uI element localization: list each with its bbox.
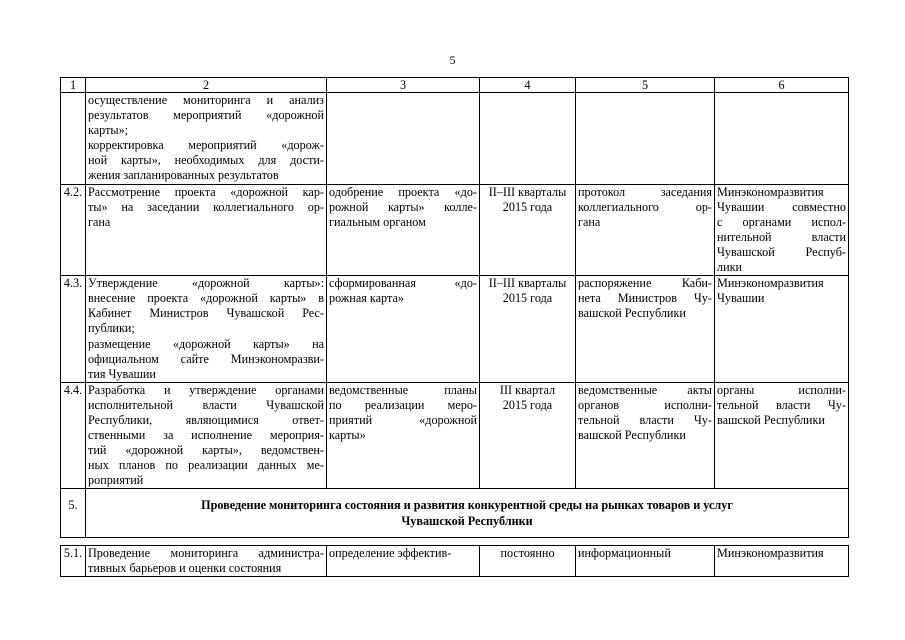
row-number: 5.1. — [61, 545, 86, 576]
column-header: 4 — [480, 78, 576, 93]
cell-line: корректировка мероприятий «дорож- — [88, 138, 324, 153]
cell-line: Республики, являющимися ответ- — [88, 412, 324, 427]
cell-line: тельной власти Чу- — [717, 397, 846, 412]
cell-line: рожной карты» колле- — [329, 199, 477, 214]
cell-line: рожная карта» — [329, 291, 404, 306]
deadline-cell — [480, 545, 576, 576]
page-number: 5 — [449, 53, 456, 67]
result-cell — [327, 382, 480, 489]
cell-line: сформированная «до- — [329, 276, 477, 291]
activity-cell — [86, 382, 327, 489]
cell-line: Кабинет Министров Чувашской Рес- — [88, 306, 324, 321]
cell-line: Чувашии — [717, 291, 765, 306]
cell-line: информационный — [578, 545, 671, 560]
responsible-cell — [715, 545, 849, 576]
cell-line: тия Чувашии — [88, 366, 156, 381]
cell-line: Рассмотрение проекта «дорожной кар- — [88, 184, 324, 199]
column-header: 1 — [61, 78, 86, 93]
row-number — [61, 93, 86, 185]
cell-line: Чувашской Респуб- — [717, 244, 846, 259]
cell-line: протокол заседания — [578, 184, 712, 199]
cell-line: 2015 года — [502, 397, 553, 412]
cell-line: определение эффектив- — [329, 545, 452, 560]
section-title-line: Чувашской Республики — [401, 513, 533, 528]
cell-line: результатов мероприятий «дорожной — [88, 108, 324, 123]
cell-line: внесение проекта «дорожной карты» в — [88, 291, 324, 306]
cell-line: роприятий — [88, 473, 144, 488]
section-row — [61, 489, 849, 537]
cell-line: вашской Республики — [717, 412, 825, 427]
cell-line: публики; — [88, 321, 135, 336]
cell-line: ных планов по реализации данных ме- — [88, 458, 324, 473]
cell-line: исполнительной власти Чувашской — [88, 397, 324, 412]
cell-line: Чувашии совместно — [717, 199, 846, 214]
cell-line: с органами испол- — [717, 214, 846, 229]
cell-line: Минэкономразвития — [717, 184, 824, 199]
cell-line: осуществление мониторинга и анализ — [88, 93, 324, 107]
cell-line: тивных барьеров и оценки состояния — [88, 560, 282, 575]
cell-line: карты» — [329, 428, 366, 443]
table-row — [61, 276, 849, 383]
cell-line: органы исполни- — [717, 382, 846, 397]
cell-line: приятий «дорожной — [329, 412, 477, 427]
cell-line: размещение «дорожной карты» на — [88, 336, 324, 351]
cell-line: коллегиального ор- — [578, 199, 712, 214]
responsible-cell — [715, 184, 849, 276]
spacer-row — [61, 537, 849, 545]
result-cell — [327, 545, 480, 576]
cell-line: нета Министров Чу- — [578, 291, 712, 306]
cell-line: вашской Республики — [578, 306, 686, 321]
table-row — [61, 545, 849, 576]
table-header-row — [61, 78, 849, 93]
cell-line: по реализации меро- — [329, 397, 477, 412]
measures-table — [60, 77, 849, 577]
section-title — [86, 489, 849, 537]
cell-line: 2015 года — [502, 291, 553, 306]
cell-line: II–III кварталы — [488, 276, 567, 291]
activity-cell — [86, 93, 327, 185]
spacer-cell — [61, 537, 849, 545]
column-header: 3 — [327, 78, 480, 93]
section-title-line: Проведение мониторинга состояния и развития конкурентной среды на рынках товаров и услуг — [201, 498, 733, 513]
document-cell — [576, 382, 715, 489]
cell-line: одобрение проекта «до- — [329, 184, 477, 199]
cell-line: II–III кварталы — [488, 184, 567, 199]
document-cell — [576, 93, 715, 185]
activity-cell — [86, 276, 327, 383]
result-cell — [327, 93, 480, 185]
cell-line: Разработка и утверждение органами — [88, 382, 324, 397]
document-cell — [576, 545, 715, 576]
column-header: 6 — [715, 78, 849, 93]
cell-line: Утверждение «дорожной карты»: — [88, 276, 324, 291]
cell-line: лики — [717, 260, 743, 275]
table-row — [61, 382, 849, 489]
responsible-cell — [715, 276, 849, 383]
result-cell — [327, 184, 480, 276]
column-header: 2 — [86, 78, 327, 93]
column-header: 5 — [576, 78, 715, 93]
cell-line: тий «дорожной карты», ведомствен- — [88, 443, 324, 458]
row-number: 4.2. — [61, 184, 86, 276]
row-number: 4.4. — [61, 382, 86, 489]
document-cell — [576, 276, 715, 383]
deadline-cell — [480, 276, 576, 383]
cell-line: Проведение мониторинга администра- — [88, 545, 324, 560]
cell-line: ты» на заседании коллегиального ор- — [88, 199, 324, 214]
cell-line: органов исполни- — [578, 397, 712, 412]
deadline-cell — [480, 382, 576, 489]
responsible-cell — [715, 93, 849, 185]
cell-line: гиальным органом — [329, 214, 426, 229]
responsible-cell — [715, 382, 849, 489]
cell-line: гана — [88, 214, 111, 229]
cell-line: 2015 года — [502, 199, 553, 214]
cell-line: распоряжение Каби- — [578, 276, 712, 291]
cell-line: III квартал — [499, 382, 556, 397]
row-number: 4.3. — [61, 276, 86, 383]
cell-line: жения запланированных результатов — [88, 168, 279, 183]
cell-line: Минэкономразвития — [717, 276, 824, 291]
table-row — [61, 93, 849, 185]
result-cell — [327, 276, 480, 383]
cell-line: гана — [578, 214, 601, 229]
cell-line: карты»; — [88, 123, 129, 138]
cell-line: официальном сайте Минэкономразви- — [88, 351, 324, 366]
cell-line: ведомственные планы — [329, 382, 477, 397]
section-number: 5. — [61, 489, 86, 537]
cell-line: тельной власти Чу- — [578, 412, 712, 427]
document-cell — [576, 184, 715, 276]
table-row — [61, 184, 849, 276]
activity-cell — [86, 545, 327, 576]
cell-line: Минэкономразвития — [717, 545, 824, 560]
deadline-cell — [480, 184, 576, 276]
cell-line: ной карты», необходимых для дости- — [88, 153, 324, 168]
cell-line: нительной власти — [717, 229, 846, 244]
cell-line: ственными за исполнение мероприя- — [88, 428, 324, 443]
cell-line: постоянно — [500, 545, 555, 560]
cell-line: ведомственные акты — [578, 382, 712, 397]
deadline-cell — [480, 93, 576, 185]
activity-cell — [86, 184, 327, 276]
cell-line: вашской Республики — [578, 428, 686, 443]
